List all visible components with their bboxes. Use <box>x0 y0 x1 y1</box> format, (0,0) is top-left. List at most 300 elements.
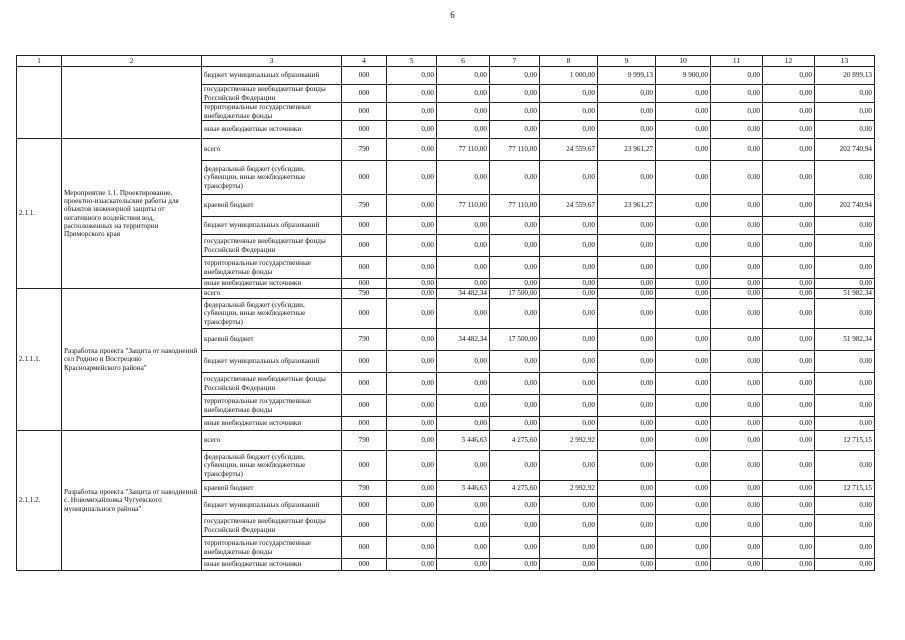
amount-cell: 0,00 <box>656 395 711 417</box>
amount-cell: 0,00 <box>656 431 711 451</box>
amount-cell: 0,00 <box>656 161 711 195</box>
amount-cell: 0,00 <box>490 279 540 289</box>
funding-source: государственные внебюджетные фонды Российской Федерации <box>202 373 342 395</box>
amount-cell: 0,00 <box>815 85 875 103</box>
amount-cell: 0,00 <box>540 497 598 515</box>
amount-cell: 0,00 <box>598 103 656 121</box>
amount-cell: 0,00 <box>387 121 437 139</box>
amount-cell: 0,00 <box>815 451 875 481</box>
amount-cell: 0,00 <box>387 351 437 373</box>
budget-code: 000 <box>342 121 387 139</box>
amount-cell: 0,00 <box>540 103 598 121</box>
amount-cell: 0,00 <box>437 559 490 571</box>
table-row <box>17 289 875 299</box>
amount-cell: 0,00 <box>815 351 875 373</box>
amount-cell: 0,00 <box>656 85 711 103</box>
funding-source: бюджет муниципальных образований <box>202 351 342 373</box>
budget-code: 000 <box>342 299 387 329</box>
column-header: 2 <box>62 56 202 67</box>
amount-cell: 2 992,92 <box>540 431 598 451</box>
amount-cell: 0,00 <box>387 235 437 257</box>
amount-cell: 17 500,00 <box>490 289 540 299</box>
amount-cell: 9 900,00 <box>656 67 711 85</box>
budget-code: 000 <box>342 373 387 395</box>
budget-code: 790 <box>342 139 387 161</box>
amount-cell: 0,00 <box>711 329 763 351</box>
funding-source: иные внебюджетные источники <box>202 279 342 289</box>
amount-cell: 0,00 <box>437 351 490 373</box>
amount-cell: 0,00 <box>387 417 437 431</box>
amount-cell: 0,00 <box>387 139 437 161</box>
budget-code: 000 <box>342 217 387 235</box>
amount-cell: 0,00 <box>656 351 711 373</box>
amount-cell: 0,00 <box>540 537 598 559</box>
amount-cell: 0,00 <box>490 103 540 121</box>
amount-cell: 23 961,27 <box>598 139 656 161</box>
amount-cell: 0,00 <box>437 279 490 289</box>
amount-cell: 0,00 <box>490 497 540 515</box>
amount-cell: 2 992,92 <box>540 481 598 497</box>
amount-cell: 0,00 <box>387 85 437 103</box>
funding-source: территориальные государственные внебюджетные фонды <box>202 103 342 121</box>
amount-cell: 0,00 <box>815 515 875 537</box>
amount-cell: 0,00 <box>540 351 598 373</box>
funding-source: всего <box>202 139 342 161</box>
funding-source: краевой бюджет <box>202 481 342 497</box>
amount-cell: 0,00 <box>387 497 437 515</box>
amount-cell: 0,00 <box>711 515 763 537</box>
funding-source: всего <box>202 289 342 299</box>
column-header: 1 <box>17 56 62 67</box>
amount-cell: 0,00 <box>815 235 875 257</box>
amount-cell: 0,00 <box>763 481 815 497</box>
amount-cell: 0,00 <box>656 559 711 571</box>
amount-cell: 0,00 <box>598 497 656 515</box>
amount-cell: 34 482,34 <box>437 329 490 351</box>
amount-cell: 77 110,00 <box>437 195 490 217</box>
budget-code: 000 <box>342 85 387 103</box>
amount-cell: 0,00 <box>815 279 875 289</box>
amount-cell: 34 482,34 <box>437 289 490 299</box>
amount-cell: 0,00 <box>598 537 656 559</box>
amount-cell: 0,00 <box>815 559 875 571</box>
amount-cell: 0,00 <box>763 235 815 257</box>
amount-cell: 0,00 <box>598 161 656 195</box>
funding-source: государственные внебюджетные фонды Российской Федерации <box>202 515 342 537</box>
amount-cell: 0,00 <box>490 121 540 139</box>
amount-cell: 0,00 <box>763 537 815 559</box>
amount-cell: 0,00 <box>387 257 437 279</box>
budget-code: 000 <box>342 497 387 515</box>
budget-code: 000 <box>342 537 387 559</box>
budget-code: 000 <box>342 279 387 289</box>
funding-source: всего <box>202 431 342 451</box>
amount-cell: 0,00 <box>598 431 656 451</box>
budget-code: 790 <box>342 431 387 451</box>
amount-cell: 0,00 <box>763 279 815 289</box>
amount-cell: 1 000,00 <box>540 67 598 85</box>
amount-cell: 0,00 <box>656 217 711 235</box>
amount-cell: 0,00 <box>437 497 490 515</box>
amount-cell: 0,00 <box>711 537 763 559</box>
amount-cell: 0,00 <box>815 395 875 417</box>
amount-cell: 0,00 <box>656 289 711 299</box>
amount-cell: 0,00 <box>437 217 490 235</box>
amount-cell: 0,00 <box>711 351 763 373</box>
budget-code: 790 <box>342 481 387 497</box>
amount-cell: 4 275,60 <box>490 481 540 497</box>
amount-cell: 77 110,00 <box>437 139 490 161</box>
amount-cell: 0,00 <box>711 289 763 299</box>
funding-source: государственные внебюджетные фонды Российской Федерации <box>202 85 342 103</box>
amount-cell: 0,00 <box>387 451 437 481</box>
amount-cell: 0,00 <box>656 139 711 161</box>
amount-cell: 77 110,00 <box>490 195 540 217</box>
page-number: 6 <box>450 10 455 20</box>
amount-cell: 0,00 <box>437 537 490 559</box>
amount-cell: 0,00 <box>387 279 437 289</box>
budget-code: 000 <box>342 515 387 537</box>
amount-cell: 51 982,34 <box>815 329 875 351</box>
column-header: 7 <box>490 56 540 67</box>
column-header: 10 <box>656 56 711 67</box>
amount-cell: 12 715,15 <box>815 481 875 497</box>
amount-cell: 0,00 <box>387 515 437 537</box>
item-code: 2.1.1.2. <box>17 431 62 571</box>
amount-cell: 0,00 <box>490 235 540 257</box>
amount-cell: 0,00 <box>540 373 598 395</box>
amount-cell: 0,00 <box>387 329 437 351</box>
amount-cell: 0,00 <box>711 279 763 289</box>
amount-cell: 0,00 <box>763 299 815 329</box>
item-code: 2.1.1.1. <box>17 289 62 431</box>
table-row <box>17 431 875 451</box>
amount-cell: 0,00 <box>763 195 815 217</box>
amount-cell: 0,00 <box>656 329 711 351</box>
amount-cell: 0,00 <box>598 279 656 289</box>
amount-cell: 202 740,94 <box>815 139 875 161</box>
amount-cell: 0,00 <box>490 417 540 431</box>
budget-code: 000 <box>342 103 387 121</box>
amount-cell: 0,00 <box>490 537 540 559</box>
amount-cell: 0,00 <box>387 537 437 559</box>
amount-cell: 0,00 <box>540 85 598 103</box>
amount-cell: 0,00 <box>437 299 490 329</box>
amount-cell: 0,00 <box>490 85 540 103</box>
column-header: 12 <box>763 56 815 67</box>
amount-cell: 0,00 <box>490 395 540 417</box>
budget-code: 000 <box>342 395 387 417</box>
amount-cell: 0,00 <box>437 161 490 195</box>
funding-source: иные внебюджетные источники <box>202 417 342 431</box>
amount-cell: 0,00 <box>763 103 815 121</box>
funding-source: бюджет муниципальных образований <box>202 67 342 85</box>
budget-code: 000 <box>342 417 387 431</box>
amount-cell: 0,00 <box>763 373 815 395</box>
amount-cell: 0,00 <box>711 217 763 235</box>
item-name: Разработка проекта "Защита от наводнений с. Новомихайловка Чугуевского муниципального района" <box>62 431 202 571</box>
amount-cell: 23 961,27 <box>598 195 656 217</box>
budget-code: 000 <box>342 257 387 279</box>
budget-code: 790 <box>342 195 387 217</box>
amount-cell: 0,00 <box>490 161 540 195</box>
column-header: 8 <box>540 56 598 67</box>
amount-cell: 0,00 <box>711 121 763 139</box>
amount-cell: 24 559,67 <box>540 195 598 217</box>
amount-cell: 0,00 <box>815 103 875 121</box>
amount-cell: 0,00 <box>540 559 598 571</box>
amount-cell: 0,00 <box>437 257 490 279</box>
budget-code: 000 <box>342 161 387 195</box>
amount-cell: 0,00 <box>815 417 875 431</box>
amount-cell: 0,00 <box>763 289 815 299</box>
amount-cell: 0,00 <box>656 373 711 395</box>
amount-cell: 0,00 <box>598 417 656 431</box>
amount-cell: 0,00 <box>598 235 656 257</box>
amount-cell: 0,00 <box>387 289 437 299</box>
amount-cell: 0,00 <box>598 373 656 395</box>
amount-cell: 0,00 <box>490 373 540 395</box>
amount-cell: 0,00 <box>598 451 656 481</box>
amount-cell: 17 500,00 <box>490 329 540 351</box>
amount-cell: 0,00 <box>437 85 490 103</box>
amount-cell: 0,00 <box>490 299 540 329</box>
funding-source: бюджет муниципальных образований <box>202 217 342 235</box>
amount-cell: 0,00 <box>815 373 875 395</box>
funding-source: территориальные государственные внебюджетные фонды <box>202 257 342 279</box>
column-header: 11 <box>711 56 763 67</box>
budget-code: 000 <box>342 451 387 481</box>
funding-source: федеральный бюджет (субсидии, субвенции, иные межбюджетные трансферты) <box>202 299 342 329</box>
amount-cell: 0,00 <box>387 559 437 571</box>
funding-source: бюджет муниципальных образований <box>202 497 342 515</box>
budget-code: 000 <box>342 559 387 571</box>
amount-cell: 202 740,94 <box>815 195 875 217</box>
amount-cell: 0,00 <box>711 235 763 257</box>
amount-cell: 0,00 <box>540 161 598 195</box>
table-row <box>17 139 875 161</box>
budget-code: 790 <box>342 289 387 299</box>
amount-cell: 0,00 <box>490 351 540 373</box>
amount-cell: 0,00 <box>711 139 763 161</box>
amount-cell: 0,00 <box>763 559 815 571</box>
amount-cell: 4 275,60 <box>490 431 540 451</box>
amount-cell: 0,00 <box>387 431 437 451</box>
funding-source: краевой бюджет <box>202 329 342 351</box>
amount-cell: 0,00 <box>540 395 598 417</box>
funding-source: территориальные государственные внебюджетные фонды <box>202 395 342 417</box>
amount-cell: 0,00 <box>763 497 815 515</box>
amount-cell: 0,00 <box>656 103 711 121</box>
table-row <box>17 67 875 85</box>
amount-cell: 0,00 <box>540 121 598 139</box>
amount-cell: 0,00 <box>656 195 711 217</box>
amount-cell: 0,00 <box>598 217 656 235</box>
amount-cell: 0,00 <box>656 515 711 537</box>
amount-cell: 0,00 <box>815 217 875 235</box>
amount-cell: 0,00 <box>711 497 763 515</box>
amount-cell: 0,00 <box>540 235 598 257</box>
amount-cell: 0,00 <box>815 121 875 139</box>
amount-cell: 0,00 <box>656 235 711 257</box>
amount-cell: 77 110,00 <box>490 139 540 161</box>
budget-code: 790 <box>342 329 387 351</box>
amount-cell: 0,00 <box>598 289 656 299</box>
amount-cell: 0,00 <box>711 85 763 103</box>
amount-cell: 0,00 <box>763 515 815 537</box>
amount-cell: 0,00 <box>387 217 437 235</box>
amount-cell: 0,00 <box>437 515 490 537</box>
amount-cell: 0,00 <box>598 395 656 417</box>
budget-code: 000 <box>342 235 387 257</box>
item-name <box>62 67 202 139</box>
amount-cell: 0,00 <box>711 417 763 431</box>
amount-cell: 0,00 <box>656 481 711 497</box>
amount-cell: 0,00 <box>763 121 815 139</box>
amount-cell: 0,00 <box>437 417 490 431</box>
amount-cell: 0,00 <box>437 235 490 257</box>
amount-cell: 0,00 <box>763 451 815 481</box>
amount-cell: 0,00 <box>815 161 875 195</box>
amount-cell: 0,00 <box>387 373 437 395</box>
column-header: 3 <box>202 56 342 67</box>
amount-cell: 0,00 <box>763 217 815 235</box>
amount-cell: 0,00 <box>656 299 711 329</box>
amount-cell: 0,00 <box>711 161 763 195</box>
amount-cell: 0,00 <box>540 217 598 235</box>
amount-cell: 0,00 <box>540 279 598 289</box>
amount-cell: 0,00 <box>815 257 875 279</box>
amount-cell: 0,00 <box>711 257 763 279</box>
amount-cell: 0,00 <box>763 257 815 279</box>
amount-cell: 0,00 <box>763 85 815 103</box>
amount-cell: 0,00 <box>763 351 815 373</box>
column-header: 13 <box>815 56 875 67</box>
item-code <box>17 67 62 139</box>
amount-cell: 0,00 <box>598 329 656 351</box>
column-header: 5 <box>387 56 437 67</box>
table-body <box>17 67 875 571</box>
amount-cell: 5 446,63 <box>437 481 490 497</box>
amount-cell: 0,00 <box>711 299 763 329</box>
column-header: 9 <box>598 56 656 67</box>
amount-cell: 0,00 <box>598 121 656 139</box>
amount-cell: 0,00 <box>387 299 437 329</box>
amount-cell: 5 446,63 <box>437 431 490 451</box>
amount-cell: 0,00 <box>490 67 540 85</box>
funding-source: территориальные государственные внебюджетные фонды <box>202 537 342 559</box>
amount-cell: 0,00 <box>437 395 490 417</box>
funding-source: федеральный бюджет (субсидии, субвенции, иные межбюджетные трансферты) <box>202 451 342 481</box>
amount-cell: 0,00 <box>656 279 711 289</box>
amount-cell: 0,00 <box>763 67 815 85</box>
amount-cell: 0,00 <box>598 299 656 329</box>
amount-cell: 0,00 <box>656 497 711 515</box>
amount-cell: 0,00 <box>387 161 437 195</box>
amount-cell: 0,00 <box>656 257 711 279</box>
amount-cell: 0,00 <box>437 451 490 481</box>
amount-cell: 0,00 <box>711 373 763 395</box>
amount-cell: 9 999,13 <box>598 67 656 85</box>
amount-cell: 0,00 <box>540 289 598 299</box>
budget-table <box>16 55 875 571</box>
amount-cell: 0,00 <box>437 103 490 121</box>
amount-cell: 0,00 <box>490 257 540 279</box>
amount-cell: 0,00 <box>711 559 763 571</box>
funding-source: федеральный бюджет (субсидии, субвенции, иные межбюджетные трансферты) <box>202 161 342 195</box>
amount-cell: 0,00 <box>656 417 711 431</box>
funding-source: государственные внебюджетные фонды Российской Федерации <box>202 235 342 257</box>
amount-cell: 51 982,34 <box>815 289 875 299</box>
amount-cell: 0,00 <box>763 417 815 431</box>
amount-cell: 0,00 <box>490 559 540 571</box>
amount-cell: 0,00 <box>815 537 875 559</box>
amount-cell: 0,00 <box>711 431 763 451</box>
amount-cell: 0,00 <box>437 67 490 85</box>
amount-cell: 0,00 <box>711 103 763 121</box>
amount-cell: 0,00 <box>656 537 711 559</box>
amount-cell: 0,00 <box>763 431 815 451</box>
funding-source: краевой бюджет <box>202 195 342 217</box>
amount-cell: 20 899,13 <box>815 67 875 85</box>
amount-cell: 0,00 <box>598 85 656 103</box>
amount-cell: 0,00 <box>540 417 598 431</box>
amount-cell: 0,00 <box>540 451 598 481</box>
amount-cell: 0,00 <box>387 195 437 217</box>
amount-cell: 0,00 <box>763 329 815 351</box>
amount-cell: 0,00 <box>387 103 437 121</box>
amount-cell: 0,00 <box>387 481 437 497</box>
amount-cell: 0,00 <box>540 257 598 279</box>
column-header: 6 <box>437 56 490 67</box>
amount-cell: 0,00 <box>711 67 763 85</box>
amount-cell: 0,00 <box>711 481 763 497</box>
amount-cell: 0,00 <box>711 395 763 417</box>
column-number-row <box>17 56 875 67</box>
amount-cell: 0,00 <box>763 395 815 417</box>
amount-cell: 0,00 <box>540 299 598 329</box>
amount-cell: 0,00 <box>437 373 490 395</box>
amount-cell: 12 715,15 <box>815 431 875 451</box>
amount-cell: 0,00 <box>598 559 656 571</box>
amount-cell: 0,00 <box>763 139 815 161</box>
amount-cell: 0,00 <box>437 121 490 139</box>
item-code: 2.1.1. <box>17 139 62 289</box>
item-name: Разработка проекта "Защита от наводнений сел Родино и Вострецово Красноармейского района" <box>62 289 202 431</box>
amount-cell: 0,00 <box>656 451 711 481</box>
budget-code: 000 <box>342 67 387 85</box>
amount-cell: 0,00 <box>490 217 540 235</box>
budget-code: 000 <box>342 351 387 373</box>
amount-cell: 0,00 <box>815 497 875 515</box>
amount-cell: 0,00 <box>711 451 763 481</box>
amount-cell: 0,00 <box>598 351 656 373</box>
amount-cell: 0,00 <box>540 515 598 537</box>
amount-cell: 0,00 <box>387 67 437 85</box>
amount-cell: 0,00 <box>598 257 656 279</box>
amount-cell: 0,00 <box>490 515 540 537</box>
funding-source: иные внебюджетные источники <box>202 121 342 139</box>
amount-cell: 0,00 <box>763 161 815 195</box>
funding-source: иные внебюджетные источники <box>202 559 342 571</box>
item-name: Мероприятие 1.1. Проектирование, проектно-изыскательские работы для объектов инженерной защиты от негативного воздействия вод, расположенных на территории Приморского края <box>62 139 202 289</box>
amount-cell: 0,00 <box>598 481 656 497</box>
column-header: 4 <box>342 56 387 67</box>
amount-cell: 0,00 <box>815 299 875 329</box>
amount-cell: 0,00 <box>490 451 540 481</box>
amount-cell: 0,00 <box>598 515 656 537</box>
amount-cell: 0,00 <box>656 121 711 139</box>
